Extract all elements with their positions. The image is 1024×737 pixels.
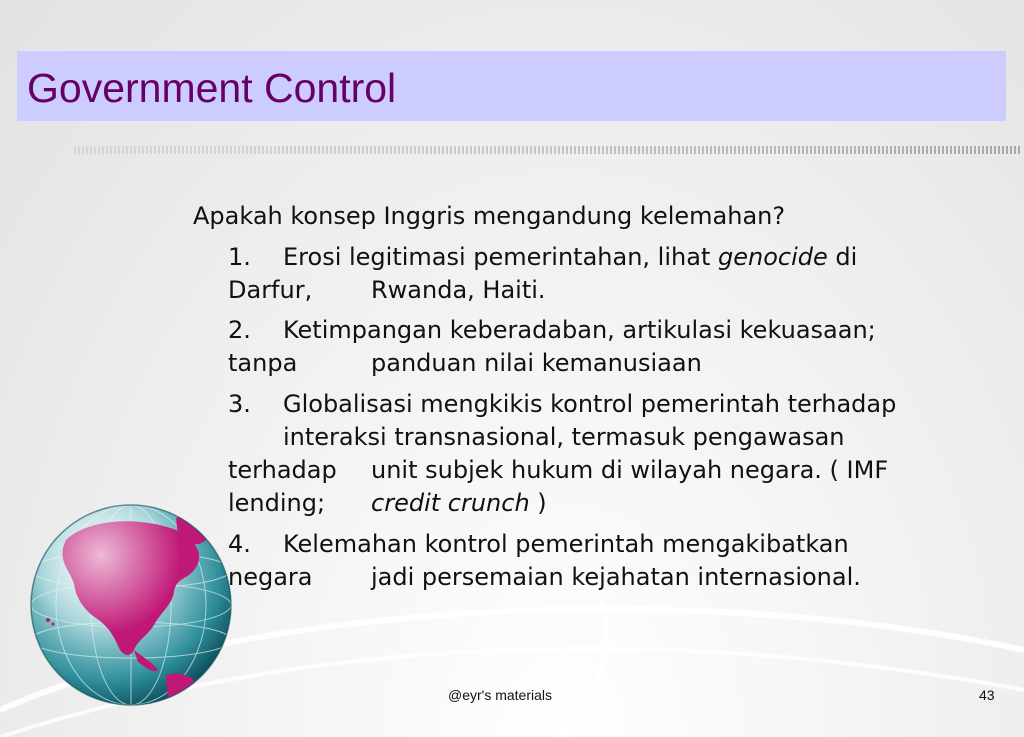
list-item-text: interaksi transnasional, termasuk pengawasan: [283, 423, 845, 451]
text-segment: ): [529, 489, 547, 517]
list-item-text: unit subjek hukum di wilayah negara. ( IMF: [371, 456, 889, 484]
globe-icon: [26, 500, 236, 710]
slide-title: Government Control: [27, 65, 397, 111]
intro-question: Apakah konsep Inggris mengandung kelemahan?: [193, 202, 786, 230]
list-item-text: terhadap: [228, 456, 337, 484]
list-item-text: [371, 487, 547, 520]
list-item-text: negara: [228, 563, 313, 591]
list-item-text: Rwanda, Haiti.: [371, 276, 546, 304]
list-item-number: 1.: [228, 243, 251, 271]
emphasis-text: genocide: [717, 243, 828, 271]
list-item-text: tanpa: [228, 349, 298, 377]
list-item-number: 3.: [228, 390, 251, 418]
list-item-text: [283, 241, 857, 274]
list-item-text: lending;: [228, 489, 326, 517]
list-item-text: panduan nilai kemanusiaan: [371, 349, 702, 377]
text-segment: di: [827, 243, 858, 271]
list-item-text: Kelemahan kontrol pemerintah mengakibatkan: [283, 530, 849, 558]
list-item-text: Globalisasi mengkikis kontrol pemerintah terhadap: [283, 390, 897, 418]
list-item-text: jadi persemaian kejahatan internasional.: [371, 563, 861, 591]
list-item-number: 2.: [228, 316, 251, 344]
page-number: 43: [979, 687, 995, 703]
footer-credit: @eyr's materials: [448, 687, 553, 703]
list-item-number: 4.: [228, 530, 251, 558]
list-item-text: Ketimpangan keberadaban, artikulasi kekuasaan;: [283, 316, 876, 344]
list-item-text: Darfur,: [228, 276, 313, 304]
text-segment: Erosi legitimasi pemerintahan, lihat: [283, 243, 718, 271]
emphasis-text: credit crunch: [371, 489, 530, 517]
